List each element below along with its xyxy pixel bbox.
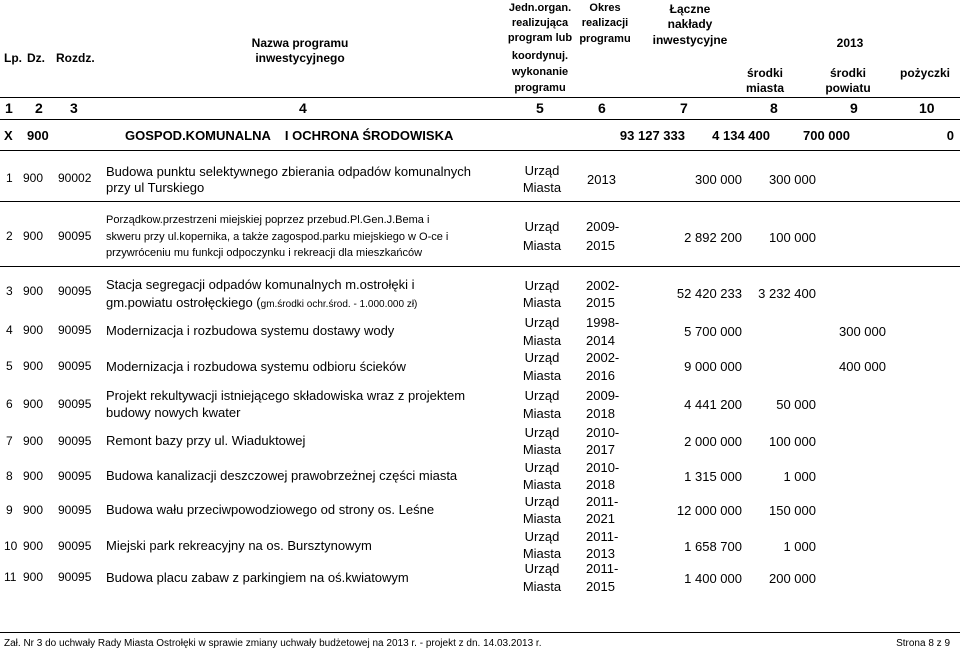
row-name-line: Modernizacja i rozbudowa systemu odbioru ścieków [106, 359, 406, 374]
row-name-line: przy ul Turskiego [106, 180, 205, 195]
header-jedn-line1: Jedn.organ. [508, 2, 572, 14]
header-nazwa-line2: inwestycyjnego [255, 51, 345, 65]
row-name-line: Modernizacja i rozbudowa systemu dostawy wody [106, 323, 395, 338]
row-okres-line: 2010- [586, 425, 620, 440]
row-name-small: gm.środki ochr.środ. - 1.000.000 zł) [260, 299, 418, 310]
row-name-line: Porządkow.przestrzeni miejskiej poprzez przebud.Pl.Gen.J.Bema i [106, 214, 430, 226]
row-rozdz: 90095 [58, 359, 92, 373]
row-jedn-line: Urząd [524, 425, 560, 440]
row-lp: 8 [6, 469, 13, 483]
header-okres-line3: programu [579, 33, 631, 45]
header-laczne-line2: nakłady [667, 17, 713, 31]
page-number: Strona 8 z 9 [896, 638, 950, 649]
row-lp: 10 [4, 539, 18, 553]
row-jedn-line: Miasta [522, 511, 562, 526]
header-dz: Dz. [27, 51, 45, 65]
row-jedn-line: Urząd [524, 460, 560, 475]
row-jedn-line: Urząd [524, 561, 560, 576]
footer-text: Zał. Nr 3 do uchwały Rady Miasta Ostrołęki w sprawie zmiany uchwały budżetowej na 2013 r. - projekt z dn. 14.03.2013 r. [4, 638, 542, 649]
row-rozdz: 90095 [58, 503, 92, 517]
row-laczne: 1 400 000 [684, 571, 742, 586]
row-lp: 9 [6, 503, 13, 517]
header-jedn-line4: koordynuj. [511, 50, 569, 62]
row-rozdz: 90095 [58, 284, 92, 298]
row-okres-line: 2011- [586, 494, 619, 509]
row-jedn-line: Miasta [522, 546, 562, 561]
row-name-main: gm.powiatu ostrołęckiego ( [106, 295, 261, 310]
row-jedn-line: Miasta [522, 333, 562, 348]
row-rule [0, 266, 960, 267]
header-okres-line2: realizacji [581, 17, 629, 29]
row-name-line [106, 295, 417, 311]
header-srodki-miasta-line1: środki [746, 66, 783, 80]
row-name-line: Budowa kanalizacji deszczowej prawobrzeżnej części miasta [106, 468, 458, 483]
row-lp: 4 [6, 323, 13, 337]
header-year: 2013 [836, 36, 864, 50]
row-srodki-powiatu: 400 000 [839, 359, 886, 374]
footer-rule [0, 632, 960, 633]
header-okres-line1: Okres [589, 2, 621, 14]
row-jedn-line: Miasta [522, 180, 562, 195]
row-dz: 900 [23, 229, 44, 243]
section-srodki-miasta: 4 134 400 [712, 128, 770, 143]
row-lp: 11 [4, 570, 17, 584]
section-pozyczki: 0 [946, 128, 954, 143]
header-jedn-line6: programu [514, 82, 566, 94]
row-srodki-miasta: 3 232 400 [758, 286, 816, 301]
row-srodki-miasta: 300 000 [769, 172, 816, 187]
section-srodki-powiatu: 700 000 [803, 128, 850, 143]
row-jedn-line: Urząd [524, 315, 560, 330]
row-okres-line: 2018 [586, 477, 615, 492]
row-laczne: 1 658 700 [684, 539, 742, 554]
row-okres-line: 2018 [586, 406, 615, 421]
row-srodki-miasta: 200 000 [769, 571, 816, 586]
row-laczne: 1 315 000 [684, 469, 742, 484]
row-jedn-line: Urząd [524, 529, 560, 544]
row-name-line: Budowa wału przeciwpowodziowego od strony os. Leśne [106, 502, 435, 517]
row-name-line: Projekt rekultywacji istniejącego składowiska wraz z projektem [106, 388, 466, 403]
row-laczne: 5 700 000 [684, 324, 742, 339]
row-jedn-line: Urząd [524, 278, 560, 293]
row-lp: 7 [6, 434, 13, 448]
row-laczne: 12 000 000 [676, 503, 742, 518]
col-number: 3 [70, 100, 78, 116]
row-srodki-miasta: 1 000 [783, 539, 816, 554]
row-name-line: Remont bazy przy ul. Wiaduktowej [106, 433, 306, 448]
col-number: 2 [35, 100, 43, 116]
row-dz: 900 [23, 539, 44, 553]
row-srodki-miasta: 100 000 [769, 230, 816, 245]
row-jedn-line: Urząd [524, 388, 560, 403]
row-okres-line: 2002- [586, 350, 620, 365]
row-okres-line: 2016 [586, 368, 615, 383]
header-srodki-powiatu-line1: środki [829, 66, 866, 80]
row-lp: 3 [6, 284, 13, 298]
row-dz: 900 [23, 171, 44, 185]
row-okres-line: 2014 [586, 333, 615, 348]
section-dz: 900 [27, 128, 49, 143]
row-rozdz: 90095 [58, 229, 92, 243]
row-lp: 6 [6, 397, 13, 411]
col-number: 5 [536, 100, 544, 116]
row-name-line: Budowa punktu selektywnego zbierania odpadów komunalnych [106, 164, 471, 179]
col-number: 10 [919, 100, 935, 116]
row-name-line: skweru przy ul.kopernika, a także zagospod.parku miejskiego w O-ce i [106, 231, 449, 243]
row-jedn-line: Urząd [524, 350, 560, 365]
row-rozdz: 90095 [58, 434, 92, 448]
row-rozdz: 90095 [58, 539, 92, 553]
row-jedn-line: Miasta [522, 238, 562, 253]
row-rozdz: 90002 [58, 171, 92, 185]
header-rozdz: Rozdz. [56, 51, 95, 65]
row-dz: 900 [23, 284, 44, 298]
row-name-line: Budowa placu zabaw z parkingiem na oś.kwiatowym [106, 570, 409, 585]
section-rule [0, 150, 960, 151]
row-jedn-line: Miasta [522, 295, 562, 310]
row-lp: 1 [6, 171, 13, 185]
row-okres-line: 2011- [586, 529, 619, 544]
header-srodki-powiatu-line2: powiatu [825, 81, 871, 95]
row-jedn-line: Urząd [524, 163, 560, 178]
row-laczne: 2 000 000 [684, 434, 742, 449]
row-laczne: 52 420 233 [676, 286, 742, 301]
row-lp: 2 [6, 229, 13, 243]
header-pozyczki: pożyczki [899, 66, 950, 80]
row-okres-line: 2009- [586, 219, 620, 234]
row-name-line: przywróceniu mu funkcji odpoczynku i rekreacji dla mieszkańców [106, 247, 423, 259]
row-okres-line: 2021 [586, 511, 615, 526]
col-number: 7 [680, 100, 688, 116]
row-jedn-line: Miasta [522, 368, 562, 383]
row-dz: 900 [23, 323, 44, 337]
row-name-line: Miejski park rekreacyjny na os. Bursztynowym [106, 538, 372, 553]
row-rule [0, 201, 960, 202]
row-dz: 900 [23, 359, 44, 373]
row-okres-line: 2010- [586, 460, 620, 475]
row-jedn-line: Urząd [524, 219, 560, 234]
header-laczne-line1: Łączne [669, 2, 711, 16]
row-srodki-powiatu: 300 000 [839, 324, 886, 339]
row-okres-line: 2002- [586, 278, 620, 293]
header-lp: Lp. [4, 51, 22, 65]
row-srodki-miasta: 100 000 [769, 434, 816, 449]
section-x: X [4, 128, 13, 143]
row-okres-line: 2015 [586, 238, 615, 253]
header-jedn-line2: realizująca [511, 17, 569, 29]
row-laczne: 2 892 200 [684, 230, 742, 245]
row-jedn-line: Miasta [522, 579, 562, 594]
row-srodki-miasta: 150 000 [769, 503, 816, 518]
header-rule-top [0, 97, 960, 98]
header-jedn-line5: wykonanie [511, 66, 569, 78]
row-laczne: 4 441 200 [684, 397, 742, 412]
row-srodki-miasta: 50 000 [776, 397, 816, 412]
row-dz: 900 [23, 570, 44, 584]
col-number: 1 [5, 100, 13, 116]
header-nazwa-line1: Nazwa programu [251, 36, 349, 50]
row-laczne: 300 000 [695, 172, 742, 187]
row-rozdz: 90095 [58, 323, 92, 337]
row-jedn-line: Miasta [522, 477, 562, 492]
section-title: GOSPOD.KOMUNALNA I OCHRONA ŚRODOWISKA [125, 128, 454, 143]
row-name-line: Stacja segregacji odpadów komunalnych m.ostrołęki i [106, 277, 415, 292]
col-number: 8 [770, 100, 778, 116]
row-name-line: budowy nowych kwater [106, 405, 241, 420]
row-rozdz: 90095 [58, 397, 92, 411]
row-okres-line: 2011- [586, 561, 619, 576]
row-okres-line: 2017 [586, 442, 615, 457]
row-jedn-line: Miasta [522, 406, 562, 421]
header-srodki-miasta-line2: miasta [745, 81, 785, 95]
row-okres-line: 1998- [586, 315, 620, 330]
row-okres-line: 2015 [586, 295, 615, 310]
section-total: 93 127 333 [619, 128, 685, 143]
col-number: 9 [850, 100, 858, 116]
row-okres-line: 2015 [586, 579, 615, 594]
row-dz: 900 [23, 503, 44, 517]
row-rozdz: 90095 [58, 469, 92, 483]
col-number: 4 [299, 100, 307, 116]
row-okres-line: 2013 [587, 172, 616, 187]
row-okres-line: 2013 [586, 546, 615, 561]
row-rozdz: 90095 [58, 570, 92, 584]
row-jedn-line: Urząd [524, 494, 560, 509]
row-dz: 900 [23, 434, 44, 448]
header-rule-bottom [0, 119, 960, 120]
row-okres-line: 2009- [586, 388, 620, 403]
col-number: 6 [598, 100, 606, 116]
row-lp: 5 [6, 359, 13, 373]
row-srodki-miasta: 1 000 [783, 469, 816, 484]
row-jedn-line: Miasta [522, 442, 562, 457]
row-dz: 900 [23, 397, 44, 411]
header-jedn-line3: program lub [507, 32, 573, 44]
row-laczne: 9 000 000 [684, 359, 742, 374]
row-dz: 900 [23, 469, 44, 483]
header-laczne-line3: inwestycyjne [652, 33, 728, 47]
